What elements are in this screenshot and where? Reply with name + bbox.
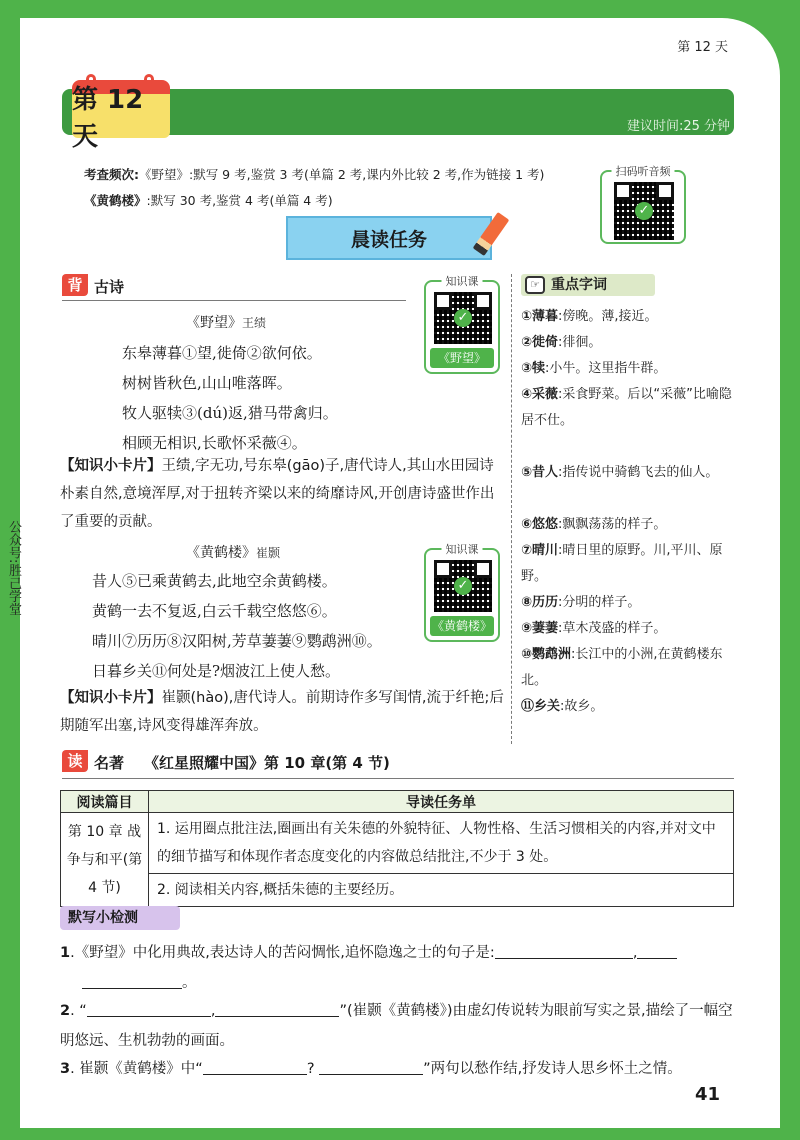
answer-blank[interactable] — [495, 943, 633, 959]
answer-blank[interactable] — [82, 973, 182, 989]
table-row — [61, 874, 734, 907]
card-text: 崔颢(hào),唐代诗人。前期诗作多写闺情,流于纤艳;后期随军出塞,诗风变得雄浑奔放。 — [60, 690, 504, 734]
divider — [62, 300, 406, 301]
read-tag: 读 — [62, 750, 88, 772]
check-icon: ✓ — [635, 202, 653, 220]
keyword-note — [521, 330, 739, 356]
day-badge-text: 第 12 天 — [72, 85, 144, 152]
question-number: 3 — [60, 1061, 71, 1077]
qr-code-icon[interactable] — [434, 292, 492, 344]
check-icon: ✓ — [454, 309, 472, 327]
frequency-label: 考查频次: — [84, 167, 139, 182]
page-number: 41 — [694, 1084, 720, 1105]
qr-caption: 《黄鹤楼》 — [430, 616, 494, 636]
frequency-poem-label: 《黄鹤楼》 — [84, 193, 147, 208]
knowledge-card-2 — [60, 684, 506, 740]
answer-blank[interactable] — [319, 1059, 423, 1075]
keyword-term: ①薄暮 — [521, 309, 559, 324]
table-row — [61, 813, 734, 874]
keyword-def: :指传说中骑鹤飞去的仙人。 — [558, 465, 719, 480]
yewang-qr-box[interactable] — [424, 275, 500, 374]
table-header-row — [61, 791, 734, 813]
keyword-note — [521, 512, 739, 538]
poem2-title — [186, 542, 280, 562]
keyword-note — [521, 304, 739, 330]
poem-line: 树树皆秋色,山山唯落晖。 — [122, 374, 292, 392]
keywords-title: 重点字词 — [551, 277, 607, 293]
recite-tag: 背 — [62, 274, 88, 296]
table-cell-task: 1. 运用圈点批注法,圈画出有关朱德的外貌特征、人物性格、生活习惯相关的内容,并对文中的细节描写和体现作者态度变化的内容做总结批注,不少于 3 处。 — [149, 813, 734, 874]
answer-blank[interactable] — [637, 943, 677, 959]
card-label: 【知识小卡片】 — [60, 458, 162, 474]
keyword-term: ⑤昔人 — [521, 465, 559, 480]
keyword-term: ③犊 — [521, 361, 546, 376]
frequency-text: :默写 30 考,鉴赏 4 考(单篇 4 考) — [146, 193, 333, 208]
qr-title: 知识课 — [442, 541, 483, 557]
keyword-note — [521, 538, 739, 590]
read-label: 名著 — [94, 754, 125, 772]
quiz-title: 默写小检测 — [60, 906, 180, 930]
poem1-title — [186, 312, 266, 332]
table-header: 导读任务单 — [149, 791, 734, 813]
audio-qr-box[interactable] — [600, 165, 686, 244]
quiz-question-3: 3. 崔颢《黄鹤楼》中“ ? ”两句以愁作结,抒发诗人思乡怀土之情。 — [60, 1061, 682, 1077]
keyword-def: :晴日里的原野。川,平川、原野。 — [521, 543, 723, 584]
qr-code-icon[interactable] — [614, 182, 674, 240]
keyword-def: :小牛。这里指牛群。 — [545, 361, 667, 376]
keyword-note — [521, 642, 739, 694]
keyword-term: ②徙倚 — [521, 335, 559, 350]
question-text: ”(崔颢《黄鹤楼》)由虚幻传说转为眼前写实之景,描绘了一幅空明悠远、生机勃勃的画面。 — [60, 1003, 733, 1049]
frequency-line-1 — [84, 165, 544, 183]
question-text: . 崔颢《黄鹤楼》中“ — [70, 1061, 203, 1077]
qr-title: 知识课 — [442, 273, 483, 289]
keyword-def: :故乡。 — [560, 699, 604, 714]
keyword-def: :采食野菜。后以“采薇”比喻隐居不仕。 — [521, 387, 732, 428]
poem-line: 黄鹤一去不复返,白云千载空悠悠⑥。 — [92, 602, 337, 620]
keyword-note — [521, 382, 739, 434]
answer-blank[interactable] — [87, 1001, 211, 1017]
qr-caption: 《野望》 — [430, 348, 494, 368]
keyword-term: ⑨萋萋 — [521, 621, 559, 636]
poem-title-text: 《黄鹤楼》 — [186, 545, 256, 561]
keyword-term: ⑦晴川 — [521, 543, 559, 558]
audio-qr-title: 扫码听音频 — [612, 163, 675, 179]
keywords-header — [521, 274, 655, 296]
answer-blank[interactable] — [215, 1001, 339, 1017]
keyword-def: :飘飘荡荡的样子。 — [558, 517, 667, 532]
section-banner: 晨读任务 — [286, 216, 492, 260]
keyword-def: :傍晚。薄,接近。 — [558, 309, 658, 324]
day-badge — [72, 85, 170, 152]
table-cell-task: 2. 阅读相关内容,概括朱德的主要经历。 — [149, 874, 734, 907]
huanghelou-qr-box[interactable] — [424, 543, 500, 642]
recite-title: 古诗 — [94, 278, 125, 296]
question-number: 1 — [60, 945, 71, 961]
question-text: ”两句以愁作结,抒发诗人思乡怀土之情。 — [423, 1061, 682, 1077]
keyword-term: ⑧历历 — [521, 595, 559, 610]
keyword-def: :分明的样子。 — [558, 595, 641, 610]
question-text: .《野望》中化用典故,表达诗人的苦闷惆怅,追怀隐逸之士的句子是: — [70, 945, 495, 961]
keyword-term: ⑪乡关 — [521, 699, 561, 714]
poem-line: 日暮乡关⑪何处是?烟波江上使人愁。 — [92, 662, 341, 680]
column-divider — [511, 274, 512, 744]
suggested-time: 建议时间:25 分钟 — [626, 119, 730, 134]
poem-line: 东皋薄暮①望,徙倚②欲何依。 — [122, 344, 322, 362]
keyword-note — [521, 616, 739, 642]
running-day-label: 第 12 天 — [677, 40, 728, 55]
quiz-question-2: 2. “ , ”(崔颢《黄鹤楼》)由虚幻传说转为眼前写实之景,描绘了一幅空明悠远、生机勃勃的画面。 — [60, 1003, 733, 1049]
poem-author: 王绩 — [242, 316, 267, 330]
table-cell-chapter: 第 10 章 战争与和平(第 4 节) — [61, 813, 149, 907]
card-text: 王绩,字无功,号东皋(gāo)子,唐代诗人,其山水田园诗朴素自然,意境浑厚,对于扭转齐梁以来的绮靡诗风,开创唐诗盛世作出了重要的贡献。 — [60, 458, 495, 530]
card-label: 【知识小卡片】 — [60, 690, 162, 706]
keyword-term: ④采薇 — [521, 387, 559, 402]
pointing-hand-icon: ☞ — [525, 276, 545, 294]
poem-line: 晴川⑦历历⑧汉阳树,芳草萋萋⑨鹦鹉洲⑩。 — [92, 632, 382, 650]
poem-author: 崔颢 — [256, 546, 281, 560]
keyword-term: ⑩鹦鹉洲 — [521, 647, 572, 662]
poem-line: 牧人驱犊③(dú)返,猎马带禽归。 — [122, 404, 338, 422]
side-watermark: 公众号:胜己学堂 — [6, 520, 21, 616]
keyword-note — [521, 694, 739, 720]
knowledge-card-1 — [60, 452, 506, 536]
reading-task-table — [60, 790, 734, 907]
qr-code-icon[interactable] — [434, 560, 492, 612]
check-icon: ✓ — [454, 577, 472, 595]
read-title: 《红星照耀中国》第 10 章(第 4 节) — [144, 754, 390, 772]
keyword-note — [521, 356, 739, 382]
poem-line: 相顾无相识,长歌怀采薇④。 — [122, 434, 307, 452]
keyword-note — [521, 590, 739, 616]
poem-line: 昔人⑤已乘黄鹤去,此地空余黄鹤楼。 — [92, 572, 337, 590]
keyword-def: :草木茂盛的样子。 — [558, 621, 667, 636]
keyword-note — [521, 460, 739, 486]
divider — [62, 778, 734, 779]
quiz-question-1: 1.《野望》中化用典故,表达诗人的苦闷惆怅,追怀隐逸之士的句子是: , 。 — [60, 938, 740, 998]
poem-title-text: 《野望》 — [186, 315, 242, 331]
frequency-text: 《野望》:默写 9 考,鉴赏 3 考(单篇 2 考,课内外比较 2 考,作为链接 1 考) — [139, 167, 545, 182]
keyword-def: :徘徊。 — [558, 335, 602, 350]
question-number: 2 — [60, 1003, 71, 1019]
answer-blank[interactable] — [203, 1059, 307, 1075]
keyword-term: ⑥悠悠 — [521, 517, 559, 532]
table-header: 阅读篇目 — [61, 791, 149, 813]
frequency-line-2 — [84, 191, 333, 209]
calendar-badge — [72, 74, 170, 152]
keyword-def: :长江中的小洲,在黄鹤楼东北。 — [521, 647, 723, 688]
